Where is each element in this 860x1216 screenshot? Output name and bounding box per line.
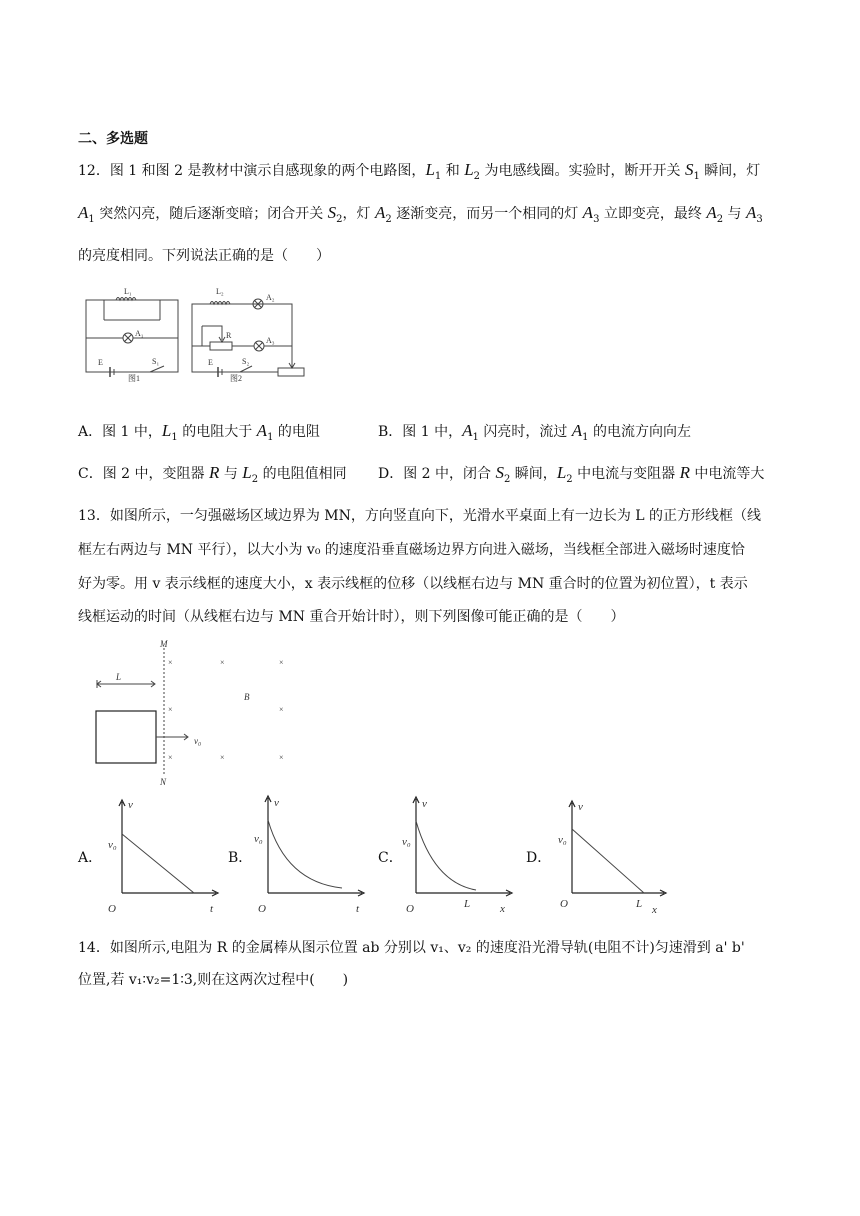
q12-text: B．图 1 中， [378,424,463,440]
symbol-a2: A [706,203,717,222]
fig-label-e1: E [98,358,103,367]
svg-text:×: × [279,753,284,762]
subscript: 2 [503,473,511,485]
label-b: B [244,692,250,702]
symbol-l2: L [464,160,474,179]
q13-option-d-graph [552,797,672,918]
q12-text: 的电流方向向左 [588,424,691,440]
subscript: 3 [756,213,763,225]
q12-line-3: 的亮度相同。下列说法正确的是（ ） [78,248,330,264]
svg-text:×: × [220,753,225,762]
fig-label-l2: L₂ [216,287,224,296]
symbol-s2: S [327,203,337,222]
q12-text: 与 [219,466,243,482]
q12-line-2 [78,203,763,230]
q12-text: 中电流等大 [689,466,765,482]
q13-option-d-label: D． [526,850,552,866]
q12-text: D．图 2 中，闭合 [378,466,496,482]
subscript: 1 [88,213,95,225]
symbol-s1: S [684,160,694,179]
subscript: 1 [472,431,479,443]
q13-option-b-graph [250,792,370,918]
subscript: 1 [267,431,274,443]
q12-text: 中电流与变阻器 [572,466,680,482]
symbol-s2: S [495,463,504,482]
q12-option-a [78,421,320,448]
subscript: 2 [336,213,343,225]
fig-label-e2: E [208,358,213,367]
svg-text:×: × [168,705,173,714]
symbol-a1: A [462,421,473,440]
fig-label-a3: A₃ [266,336,275,345]
graph-a-curve [122,834,194,893]
axis-label-t: t [356,903,360,915]
q12-text: 的电阻 [273,424,320,440]
symbol-a1: A [256,421,268,440]
q12-text: 12．图 1 和图 2 是教材中演示自感现象的两个电路图， [78,163,426,179]
q12-text: 逐渐变亮，而另一个相同的灯 [391,206,583,222]
q12-text: A．图 1 中， [78,424,162,440]
axis-label-v: v [274,797,279,809]
label-l: L [464,898,471,910]
q12-circuit-figure [80,282,310,382]
symbol-r: R [208,463,220,482]
q12-text: 瞬间， [510,466,557,482]
symbol-l2: L [242,463,252,482]
svg-text:×: × [168,753,173,762]
label-m: M [160,639,168,649]
axis-label-t: t [210,903,214,915]
label-v0: v₀ [194,736,202,746]
symbol-l1: L [161,421,172,440]
q14-line-2: 位置,若 v₁∶v₂=1∶3,则在这两次过程中( ) [78,972,349,988]
origin-label: O [258,903,266,915]
subscript: 1 [582,431,589,443]
q12-text: 闪亮时，流过 [478,424,572,440]
section-title: 二、多选题 [78,131,148,147]
fig-label-a1: A₁ [135,329,144,338]
axis-label-v: v [578,801,583,813]
symbol-a2: A [375,203,386,222]
symbol-a3: A [746,203,757,222]
q13-line-4: 线框运动的时间（从线框右边与 MN 重合开始计时），则下列图像可能正确的是（ ） [78,609,625,625]
fig-label-s2: S₂ [242,357,250,366]
q12-text: C．图 2 中，变阻器 [78,466,209,482]
q13-line-2: 框左右两边与 MN 平行），以大小为 v₀ 的速度沿垂直磁场边界方向进入磁场，当线框全部进入磁场时速度恰 [78,542,745,558]
q13-magnetic-field-figure [88,638,308,788]
label-l: L [636,898,643,910]
subscript: 1 [693,170,700,182]
origin-label: O [108,903,116,915]
subscript: 2 [251,473,259,485]
q13-option-c-graph [398,793,518,918]
svg-text:×: × [220,658,225,667]
q12-text: 与 [723,206,747,222]
q12-text: 的电阻值相同 [258,466,347,482]
graph-d-curve [572,829,644,893]
q13-option-a-label: A． [78,850,103,866]
q13-line-1: 13．如图所示，一匀强磁场区域边界为 MN，方向竖直向下，光滑水平桌面上有一边长为 L 的正方形线框（线 [78,508,762,524]
svg-text:×: × [168,658,173,667]
subscript: 3 [593,213,600,225]
q12-option-c [78,463,347,490]
q12-text: ，灯 [342,206,375,222]
axis-label-v: v [128,799,133,811]
fig-label-r: R [226,331,232,340]
subscript: 2 [716,213,724,225]
q12-text: 为电感线圈。实验时，断开开关 [480,163,685,179]
label-v0: v₀ [558,834,567,846]
label-v0: v₀ [402,836,411,848]
svg-text:×: × [279,705,284,714]
symbol-a1: A [78,203,89,222]
fig-caption-2: 图2 [230,374,242,382]
q13-option-c-label: C． [378,850,403,866]
q13-option-a-graph [104,796,224,918]
subscript: 2 [385,213,392,225]
symbol-a1: A [571,421,583,440]
axis-label-x: x [652,904,657,916]
label-v0: v₀ [254,833,263,845]
q14-line-1: 14．如图所示,电阻为 R 的金属棒从图示位置 ab 分别以 v₁、v₂ 的速度沿光滑导轨(电阻不计)匀速滑到 a' b' [78,940,745,956]
q12-line-1 [78,160,760,187]
origin-label: O [560,898,568,910]
q12-text: 瞬间，灯 [699,163,761,179]
fig-label-s1: S₁ [152,357,160,366]
rheostat-r-icon [210,342,232,350]
axis-label-v: v [422,798,427,810]
q13-option-b-label: B． [228,850,253,866]
q12-text: 的电阻大于 [177,424,257,440]
subscript: 2 [473,170,481,182]
symbol-a3: A [582,203,594,222]
q12-text: 突然闪亮，随后逐渐变暗；闭合开关 [94,206,328,222]
svg-text:×: × [279,658,284,667]
origin-label: O [406,903,414,915]
symbol-l1: L [425,160,435,179]
rheostat-icon [278,368,304,376]
label-n: N [160,777,167,787]
q13-line-3: 好为零。用 v 表示线框的速度大小，x 表示线框的位移（以线框右边与 MN 重合时的位置为初位置），t 表示 [78,576,748,592]
label-v0: v₀ [108,839,117,851]
symbol-l2: L [556,463,567,482]
q12-text: 和 [441,163,465,179]
label-l: L [116,672,122,682]
subscript: 2 [566,473,573,485]
q12-option-d [378,463,764,490]
fig-caption-1: 图1 [128,374,140,382]
symbol-r: R [679,463,690,482]
subscript: 1 [171,431,178,443]
fig-label-a2: A₂ [266,293,275,302]
subscript: 1 [434,170,442,182]
q12-option-b [378,421,691,448]
square-loop [96,711,156,763]
axis-label-x: x [500,903,505,915]
graph-c-curve [416,821,476,890]
graph-b-curve [268,820,342,888]
q12-text: 立即变亮，最终 [599,206,707,222]
fig-label-l1: L₁ [124,287,132,296]
